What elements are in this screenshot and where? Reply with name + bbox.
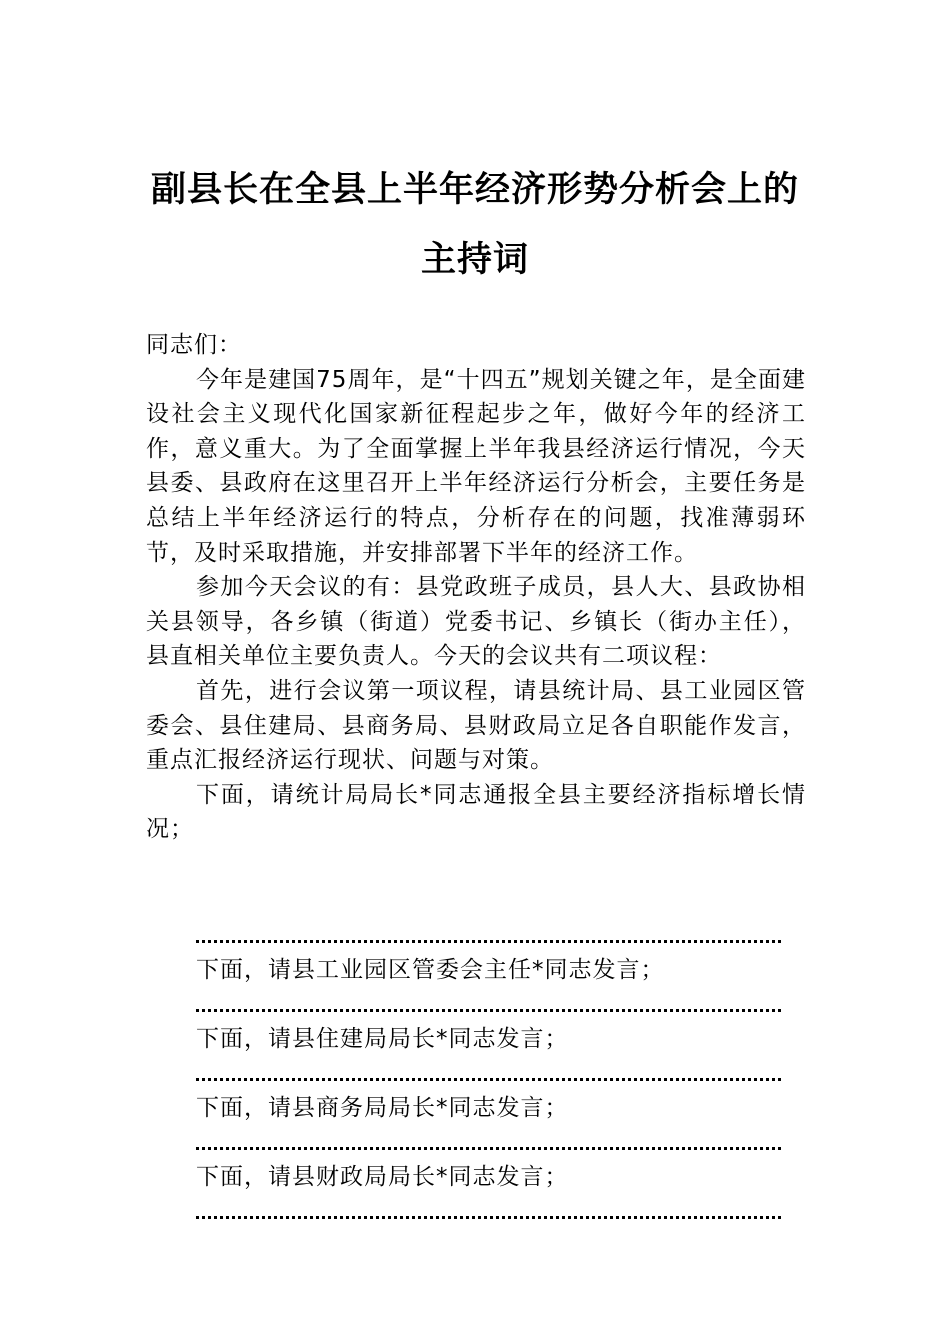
speaker-item: 下面，请县财政局局长*同志发言； — [196, 1164, 569, 1190]
document-title-line-1: 副县长在全县上半年经济形势分析会上的 — [150, 169, 799, 210]
paragraph-agenda-first: 首先，进行会议第一项议程，请县统计局、县工业园区管委会、县住建局、县商务局、县财政局立足各自职能作发言，重点汇报经济运行现状、问题与对策。 — [146, 677, 806, 774]
paragraph-opening: 今年是建国75周年，是“十四五”规划关键之年，是全面建设社会主义现代化国家新征程起步之年，做好今年的经济工作，意义重大。为了全面掌握上半年我县经济运行情况，今天县委、县政府在这里召开上半年经济运行分析会，主要任务是总结上半年经济运行的特点，分析存在的问题，找准薄弱环节，及时采取措施，并安排部署下半年的经济工作。 — [146, 366, 806, 566]
dotted-separator — [196, 1147, 781, 1150]
salutation: 同志们： — [146, 332, 242, 358]
speaker-item: 下面，请县住建局局长*同志发言； — [196, 1026, 569, 1052]
dotted-separator — [196, 940, 781, 943]
paragraph-statistics-report: 下面，请统计局局长*同志通报全县主要经济指标增长情况； — [146, 781, 806, 843]
dotted-separator — [196, 1078, 781, 1081]
document-body — [146, 328, 806, 847]
paragraph-attendees: 参加今天会议的有：县党政班子成员，县人大、县政协相关县领导，各乡镇（街道）党委书记、乡镇长（街办主任），县直相关单位主要负责人。今天的会议共有二项议程： — [146, 574, 806, 670]
dotted-separator — [196, 1216, 781, 1219]
dotted-separator — [196, 1009, 781, 1012]
document-title-line-2: 主持词 — [420, 239, 529, 280]
speaker-item: 下面，请县商务局局长*同志发言； — [196, 1095, 569, 1121]
speaker-item: 下面，请县工业园区管委会主任*同志发言； — [196, 957, 665, 983]
